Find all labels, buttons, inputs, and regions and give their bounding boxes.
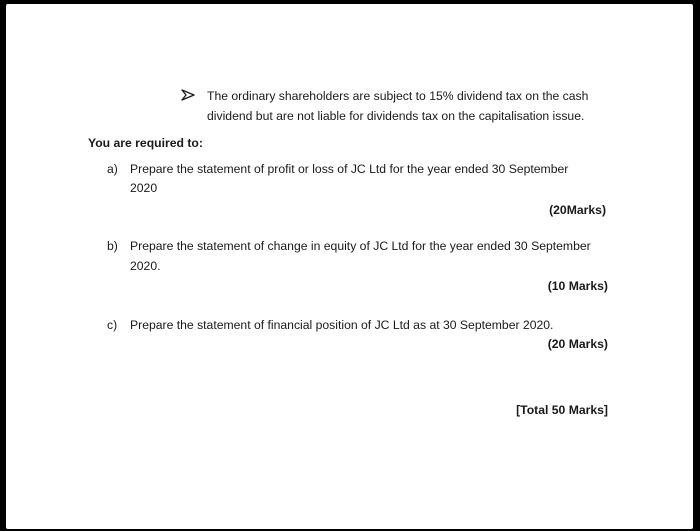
question-b-label: b) bbox=[107, 239, 118, 253]
total-marks: [Total 50 Marks] bbox=[516, 403, 608, 417]
question-a-line-2: 2020 bbox=[130, 181, 158, 195]
question-a-label: a) bbox=[107, 162, 118, 176]
question-b-line-2: 2020. bbox=[130, 259, 161, 273]
arrow-bullet-icon bbox=[181, 89, 195, 101]
question-b-marks: (10 Marks) bbox=[547, 279, 608, 293]
question-c-line-1: Prepare the statement of financial position of JC Ltd as at 30 September 2020. bbox=[130, 318, 554, 332]
question-c-marks: (20 Marks) bbox=[547, 337, 608, 351]
bullet-line-1: The ordinary shareholders are subject to 15% dividend tax on the cash bbox=[207, 89, 589, 103]
document-page bbox=[6, 4, 693, 529]
question-a-line-1: Prepare the statement of profit or loss of JC Ltd for the year ended 30 September bbox=[130, 162, 569, 176]
required-heading: You are required to: bbox=[88, 136, 203, 150]
bullet-line-2: dividend but are not liable for dividends tax on the capitalisation issue. bbox=[207, 109, 585, 123]
question-a-marks: (20Marks) bbox=[549, 203, 606, 217]
question-c-label: c) bbox=[107, 318, 118, 332]
question-b-line-1: Prepare the statement of change in equity of JC Ltd for the year ended 30 September bbox=[130, 239, 591, 253]
